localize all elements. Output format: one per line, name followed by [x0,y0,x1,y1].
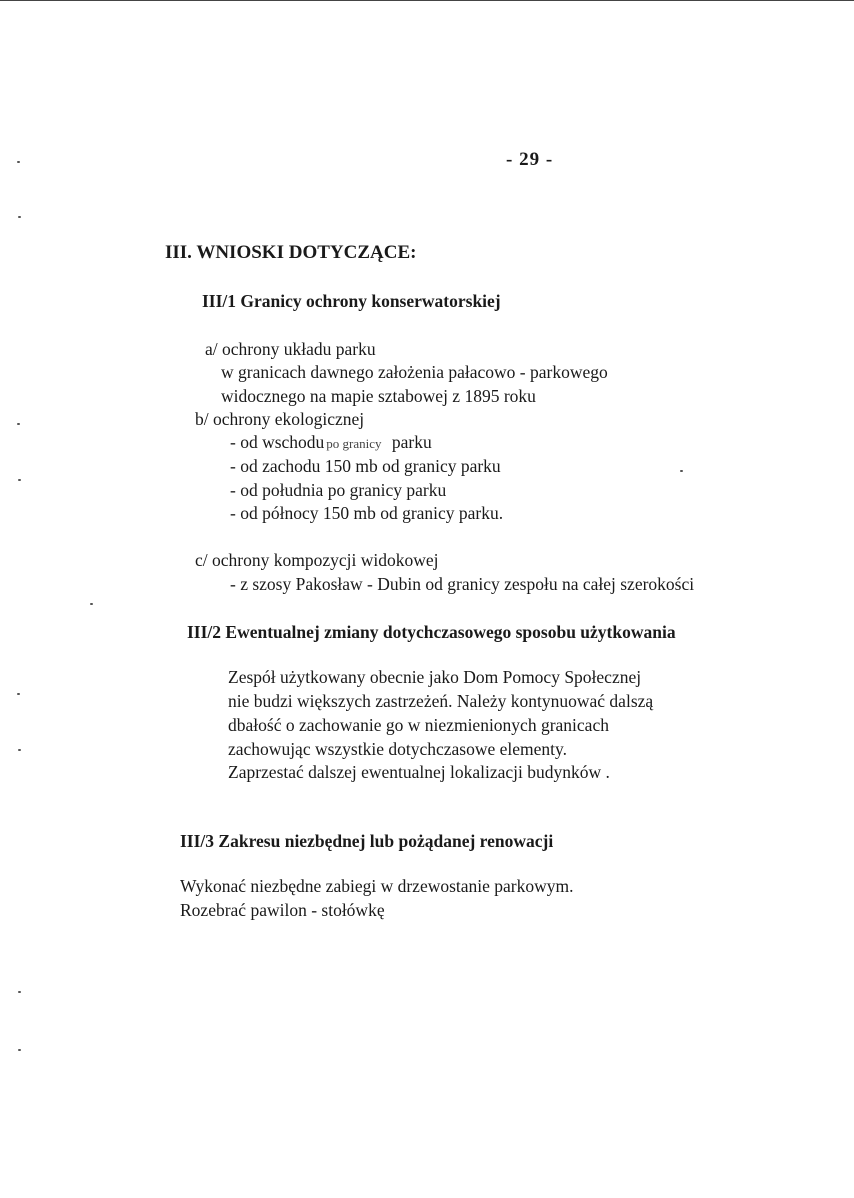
item-c-label: c/ ochrony kompozycji widokowej [195,550,439,570]
scan-speck [17,161,20,163]
scan-speck [18,991,21,993]
scan-speck [18,216,21,218]
item-b-label: b/ ochrony ekologicznej [195,409,365,429]
scan-speck [680,470,683,472]
heading-iii-1: III/1 Granicy ochrony konserwatorskiej [202,291,501,311]
s2-line-1: Zespół użytkowany obecnie jako Dom Pomocy Społecznej [228,667,642,687]
item-b-east-park: parku [391,432,432,452]
scan-speck [17,693,20,695]
scan-speck [17,423,20,425]
item-a-label: a/ ochrony układu parku [205,339,376,359]
s3-line-2: Rozebrać pawilon - stołówkę [180,900,385,920]
page-number: - 29 - [506,149,554,170]
item-b-west: - od zachodu 150 mb od granicy parku [230,456,501,476]
s2-line-2: nie budzi większych zastrzeżeń. Należy kontynuować dalszą [228,691,654,711]
scan-speck [18,479,21,481]
heading-iii-3: III/3 Zakresu niezbędnej lub pożądanej renowacji [180,831,554,851]
s2-line-4: zachowując wszystkie dotychczasowe elementy. [228,739,568,759]
s3-line-1: Wykonać niezbędne zabiegi w drzewostanie parkowym. [180,876,574,896]
s2-line-3: dbałość o zachowanie go w niezmienionych granicach [228,715,609,735]
scan-speck [18,1049,21,1051]
item-b-east-text: - od wschodu [230,432,325,452]
item-b-east [230,431,432,455]
scan-speck [18,749,21,751]
section-title: III. WNIOSKI DOTYCZĄCE: [165,242,417,263]
s2-line-5: Zaprzestać dalszej ewentualnej lokalizacji budynków . [228,762,610,782]
item-b-south: - od południa po granicy parku [230,480,447,500]
item-a-line-2: widocznego na mapie sztabowej z 1895 roku [221,386,536,406]
item-c-road: - z szosy Pakosław - Dubin od granicy zespołu na całej szerokości [230,574,695,594]
item-a-line-1: w granicach dawnego założenia pałacowo - parkowego [221,362,608,382]
heading-iii-2: III/2 Ewentualnej zmiany dotychczasowego sposobu użytkowania [187,622,676,642]
item-b-east-note: po granicy [326,436,382,451]
scan-speck [90,603,93,605]
item-b-north: - od północy 150 mb od granicy parku. [230,503,504,523]
